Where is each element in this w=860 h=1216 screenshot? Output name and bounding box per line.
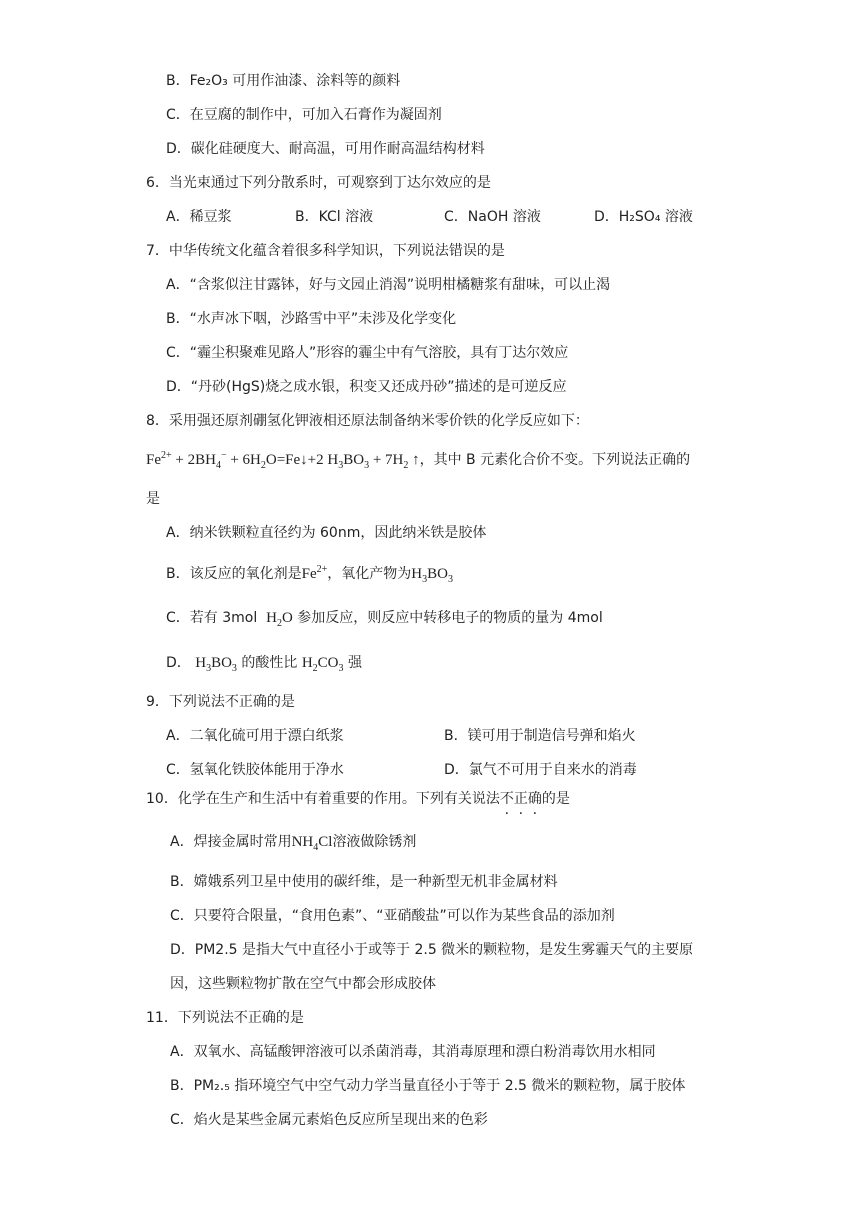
q6-option-b: B．KCl 溶液 — [295, 209, 374, 225]
q8-option-a: A．纳米铁颗粒直径约为 60nm，因此纳米铁是胶体 — [166, 525, 487, 541]
q7-option-b: B．“水声冰下咽，沙路雪中平”未涉及化学变化 — [166, 311, 457, 327]
q10-option-c: C．只要符合限量，“食用色素”、“亚硝酸盐”可以作为某些食品的添加剂 — [170, 908, 615, 924]
q8-option-d-pre: D． — [166, 655, 191, 671]
q8-option-c — [166, 608, 603, 628]
q11-stem: 11．下列说法不正确的是 — [146, 1010, 304, 1026]
q8-option-c-post: 参加反应，则反应中转移电子的物质的量为 4mol — [297, 610, 603, 626]
q10-formula-nh4cl: $NH_4Cl$ — [291, 834, 333, 853]
q11-option-a: A．双氧水、高锰酸钾溶液可以杀菌消毒，其消毒原理和漂白粉消毒饮用水相同 — [170, 1044, 656, 1060]
q6-option-a: A．稀豆浆 — [166, 209, 232, 225]
q10-emphasis-1: 不 — [499, 791, 514, 807]
q10-option-a-post: 溶液做除锈剂 — [332, 834, 417, 850]
q8-option-d — [166, 653, 362, 673]
q8-equation: $Fe^{2+} + 2BH_4^-$ + $6H_2O=Fe↓+2$ $H_3BO_3 + 7H_2$ ↑ — [146, 450, 420, 471]
q10-stem — [146, 789, 570, 809]
q8-equation-tail: ，其中 B 元素化合价不变。下列说法正确的 — [419, 452, 691, 468]
q10-emphasis-3: 确 — [527, 791, 542, 807]
q10-option-a-pre: A．焊接金属时常用 — [170, 834, 292, 850]
q8-option-d-post: 强 — [347, 655, 362, 671]
q7-option-a: A．“含浆似注甘露钵，好与文园止消渴”说明柑橘糖浆有甜味，可以止渴 — [166, 277, 611, 293]
q6-option-c: C．NaOH 溶液 — [444, 209, 541, 225]
q9-stem: 9．下列说法不正确的是 — [146, 694, 295, 710]
q8-formula-h3bo3: $H_3BO_3$ — [411, 566, 453, 585]
q8-stem: 8．采用强还原剂硼氢化钾液相还原法制备纳米零价铁的化学反应如下： — [146, 413, 589, 429]
q7-option-d: D．“丹砂(HgS)烧之成水银，积变又还成丹砂”描述的是可逆反应 — [166, 379, 567, 395]
q5-option-b: B．Fe₂O₃ 可用作油漆、涂料等的颜料 — [166, 73, 401, 89]
q10-option-d-line2: 因，这些颗粒物扩散在空气中都会形成胶体 — [170, 976, 436, 992]
q8-formula-h3bo3-d: $H_3BO_3$ — [195, 655, 237, 674]
q7-stem: 7．中华传统文化蕴含着很多科学知识，下列说法错误的是 — [146, 243, 505, 259]
q9-option-b: B．镁可用于制造信号弹和焰火 — [444, 728, 636, 744]
q8-option-d-mid: 的酸性比 — [241, 655, 298, 671]
q8-equation-line — [146, 450, 690, 470]
q8-option-c-pre: C．若有 3mol — [166, 610, 258, 626]
q8-stem-end: 是 — [146, 491, 160, 507]
q10-stem-post: 的是 — [541, 791, 570, 807]
q6-stem: 6．当光束通过下列分散系时，可观察到丁达尔效应的是 — [146, 175, 491, 191]
q8-option-b — [166, 564, 453, 584]
q10-option-d-line1: D．PM2.5 是指大气中直径小于或等于 2.5 微米的颗粒物，是发生雾霾天气的主要原 — [170, 942, 694, 958]
q8-option-b-mid: ，氧化产物为 — [327, 566, 412, 582]
q11-option-c: C．焰火是某些金属元素焰色反应所呈现出来的色彩 — [170, 1112, 488, 1128]
q10-option-a — [170, 832, 416, 852]
q5-option-c: C．在豆腐的制作中，可加入石膏作为凝固剂 — [166, 107, 442, 123]
q9-option-a: A．二氧化硫可用于漂白纸浆 — [166, 728, 344, 744]
q10-option-b: B．嫦娥系列卫星中使用的碳纤维，是一种新型无机非金属材料 — [170, 874, 558, 890]
q10-stem-pre: 10．化学在生产和生活中有着重要的作用。下列有关说法 — [146, 791, 500, 807]
q9-option-c: C．氢氧化铁胶体能用于净水 — [166, 762, 344, 778]
q7-option-c: C．“霾尘积聚难见路人”形容的霾尘中有气溶胶，具有丁达尔效应 — [166, 345, 569, 361]
q8-option-b-pre: B．该反应的氧化剂是 — [166, 566, 302, 582]
q10-emphasis-2: 正 — [513, 791, 528, 807]
q8-formula-h2o: $H_2O$ — [266, 610, 293, 629]
q11-option-b: B．PM₂.₅ 指环境空气中空气动力学当量直径小于等于 2.5 微米的颗粒物，属于胶体 — [170, 1078, 686, 1094]
q5-option-d: D．碳化硅硬度大、耐高温，可用作耐高温结构材料 — [166, 141, 485, 157]
q6-option-d: D．H₂SO₄ 溶液 — [594, 209, 693, 225]
q9-option-d: D．氯气不可用于自来水的消毒 — [444, 762, 637, 778]
q8-formula-h2co3: $H_2CO_3$ — [301, 655, 344, 674]
q8-formula-fe2: $Fe^{2+}$ — [301, 564, 328, 582]
